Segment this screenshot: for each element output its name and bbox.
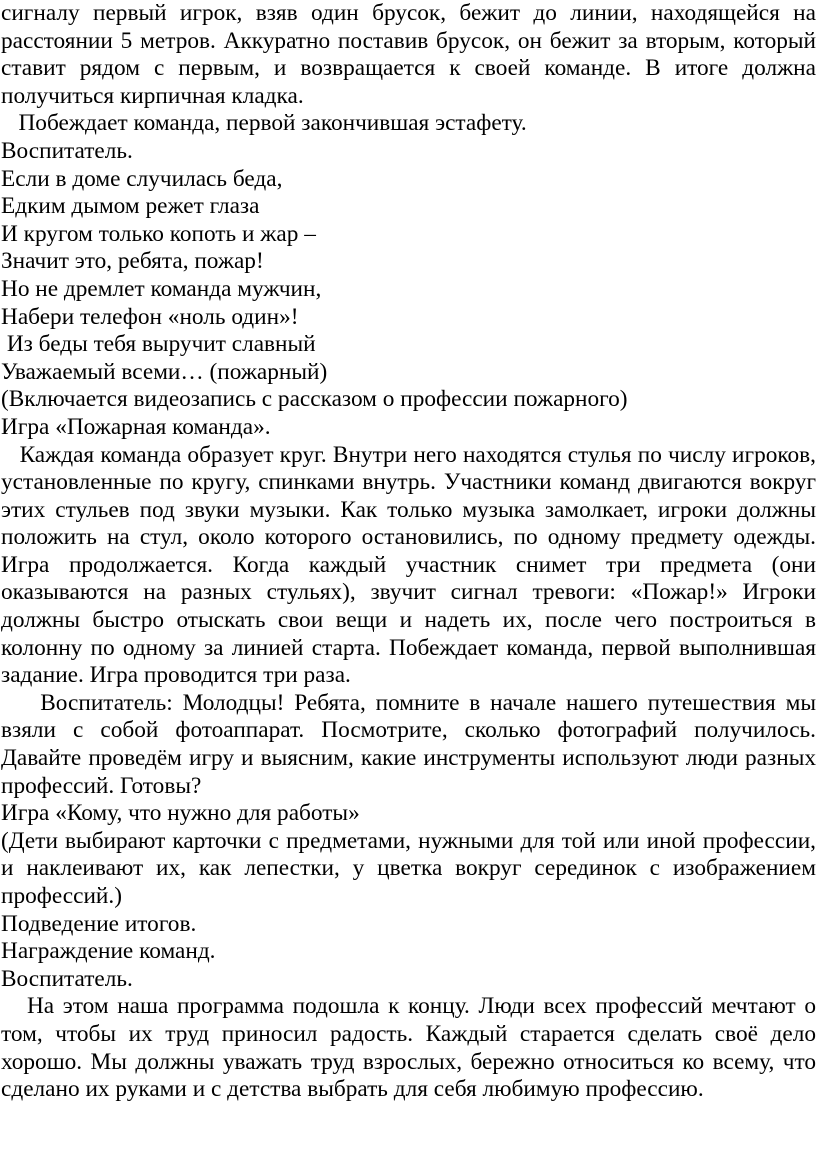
poem-line: Но не дремлет команда мужчин, <box>1 275 322 302</box>
game-title: Игра «Пожарная команда». <box>1 413 271 440</box>
poem-line: Если в доме случилась беда, <box>1 165 283 192</box>
section-heading: Подведение итогов. <box>1 910 197 937</box>
paragraph-teacher-speech: Воспитатель: Молодцы! Ребята, помните в начале нашего путешествия мы взяли с собой фотоаппарат. Посмотрите, сколько фотографий получилось. Давайте проведём игру и выясним, какие инструменты используют люди разных профессий. Готовы? <box>1 689 816 799</box>
poem-line: Значит это, ребята, пожар! <box>1 248 264 275</box>
game-title: Игра «Кому, что нужно для работы» <box>1 800 360 827</box>
section-heading: Награждение команд. <box>1 938 216 965</box>
speaker-label: Воспитатель. <box>1 137 133 164</box>
stage-direction: (Включается видеозапись с рассказом о профессии пожарного) <box>1 386 628 413</box>
speaker-label: Воспитатель. <box>1 965 133 992</box>
paragraph-conclusion: На этом наша программа подошла к концу. Люди всех профессий мечтают о том, чтобы их труд приносил радость. Каждый старается сделать своё дело хорошо. Мы должны уважать труд взрослых, бережно относиться ко всему, что сделано их руками и с детства выбрать для себя любимую профессию. <box>1 993 816 1103</box>
poem-line: Из беды тебя выручит славный <box>1 331 316 358</box>
paragraph-relay-rules: сигналу первый игрок, взяв один брусок, бежит до линии, находящейся на расстоянии 5 метров. Аккуратно поставив брусок, он бежит за вторым, который ставит рядом с первым, и возвращается к своей команде. В итоге должна получиться кирпичная кладка. <box>1 0 816 109</box>
stage-direction: (Дети выбирают карточки с предметами, нужными для той или иной профессии, и наклеивают их, как лепестки, у цветка вокруг серединок с изображением профессий.) <box>1 827 816 909</box>
poem-line: И кругом только копоть и жар – <box>1 220 316 247</box>
poem-line: Едким дымом режет глаза <box>1 193 260 220</box>
paragraph-relay-winner: Побеждает команда, первой закончившая эстафету. <box>1 110 527 137</box>
paragraph-fire-game-rules: Каждая команда образует круг. Внутри него находятся стулья по числу игроков, установленные по кругу, спинками внутрь. Участники команд двигаются вокруг этих стульев под звуки музыки. Как только музыка замолкает, игроки должны положить на стул, около которого остановились, по одному предмету одежды. Игра продолжается. Когда каждый участник снимет три предмета (они оказываются на разных стульях), звучит сигнал тревоги: «Пожар!» Игроки должны быстро отыскать свои вещи и надеть их, после чего построиться в колонну по одному за линией старта. Побеждает команда, первой выполнившая задание. Игра проводится три раза. <box>1 441 816 689</box>
poem-line: Уважаемый всеми… (пожарный) <box>1 358 328 385</box>
poem-line: Набери телефон «ноль один»! <box>1 303 299 330</box>
